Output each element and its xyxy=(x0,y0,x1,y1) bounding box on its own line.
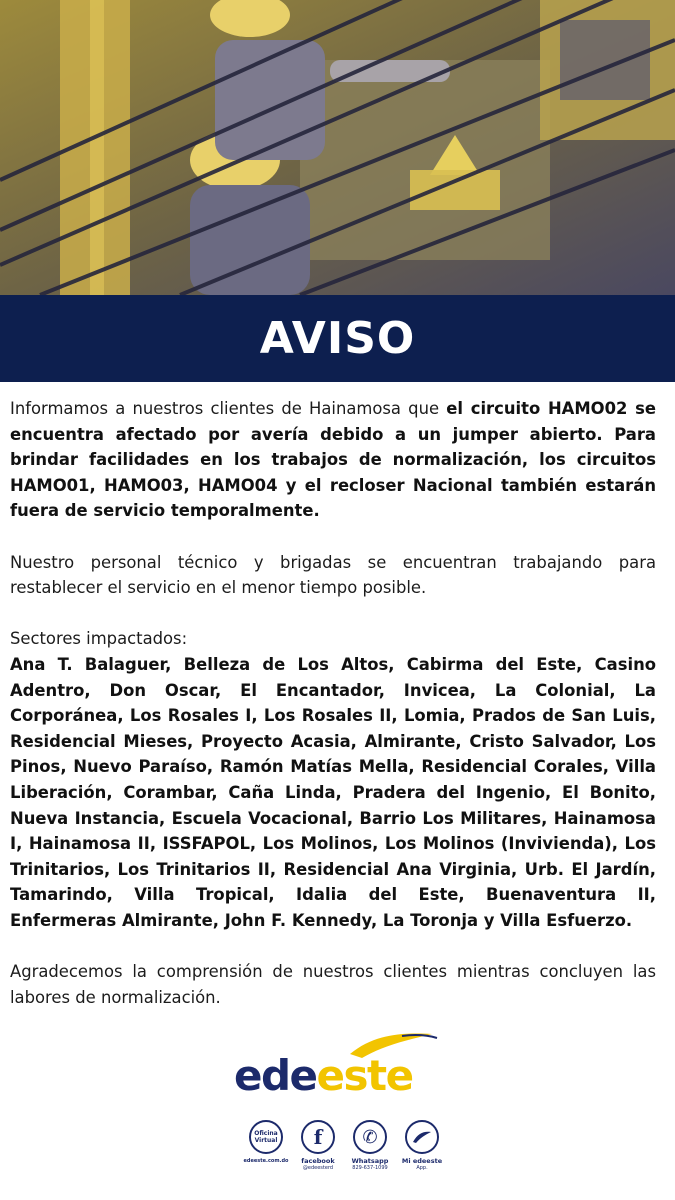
logo-text-ede: ede xyxy=(234,1051,317,1100)
closing-paragraph: Agradecemos la comprensión de nuestros clientes mientras concluyen las labores de normalización. xyxy=(10,962,656,1007)
banner-title: AVISO xyxy=(259,313,416,364)
oficina-virtual-icon xyxy=(249,1120,283,1154)
app-swoosh-icon xyxy=(412,1130,432,1144)
notice-body xyxy=(10,396,656,1010)
intro-paragraph xyxy=(10,396,656,524)
whatsapp-link[interactable] xyxy=(348,1120,392,1180)
app-caption: Mi edeeste xyxy=(401,1157,443,1165)
staff-paragraph: Nuestro personal técnico y brigadas se encuentran trabajando para restablecer el servicio en el menor tiempo posible. xyxy=(10,552,656,598)
facebook-icon: f xyxy=(301,1120,335,1154)
oficina-virtual-glyph-2: Virtual xyxy=(254,1137,278,1144)
edeeste-logo xyxy=(232,1032,442,1102)
app-sub: App. xyxy=(416,1165,428,1171)
facebook-caption: facebook xyxy=(301,1157,335,1165)
app-icon xyxy=(405,1120,439,1154)
hero-illustration xyxy=(0,0,675,295)
aviso-banner xyxy=(0,295,675,382)
oficina-virtual-caption: edeeste.com.do xyxy=(243,1158,289,1164)
whatsapp-icon: ✆ xyxy=(353,1120,387,1154)
logo-text-este: este xyxy=(316,1051,413,1100)
whatsapp-number: 829-637-1099 xyxy=(352,1165,388,1171)
facebook-handle: @edeesterd xyxy=(302,1165,334,1171)
hero-photo xyxy=(0,0,675,295)
app-link[interactable] xyxy=(400,1120,444,1180)
sectors-list xyxy=(10,652,656,934)
sectors-label: Sectores impactados: xyxy=(10,629,188,649)
sectors-list-text: Ana T. Balaguer, Belleza de Los Altos, Cabirma del Este, Casino Adentro, Don Oscar, El Encantador, Invicea, La Colonial, La Corporánea, Los Rosales I, Los Rosales II, Lomia, Prados de San Luis, Residencial Mieses, Proyecto Acasia, Almirante, Cristo Salvador, Los Pinos, Nuevo Paraíso, Ramón Matías Mella, Residencial Corales, Villa Liberación, Corambar, Caña Linda, Pradera del Ingenio, El Bonito, Nueva Instancia, Escuela Vocacional, Barrio Los Militares, Hainamosa I, Hainamosa II, ISSFAPOL, Los Molinos, Los Molinos (Invivienda), Los Trinitarios, Los Trinitarios II, Residencial Ana Virginia, Urb. El Jardín, Tamarindo, Villa Tropical, Idalia del Este, Buenaventura II, Enfermeras Almirante, John F. Kennedy, La Toronja y Villa Esfuerzo. xyxy=(10,654,656,930)
facebook-link[interactable] xyxy=(296,1120,340,1180)
intro-bold: el circuito HAMO02 se encuentra afectado por avería debido a un jumper abierto. Para brindar facilidades en los trabajos de normalización, los circuitos HAMO01, HAMO03, HAMO04 y el recloser Nacional también estarán fuera de servicio temporalmente. xyxy=(10,399,656,521)
footer-contact-icons xyxy=(244,1120,444,1180)
oficina-virtual-glyph-1: Oficina xyxy=(254,1130,278,1137)
whatsapp-caption: Whatsapp xyxy=(351,1157,389,1165)
oficina-virtual-link[interactable] xyxy=(244,1120,288,1180)
intro-plain: Informamos a nuestros clientes de Hainamosa que xyxy=(10,399,447,418)
